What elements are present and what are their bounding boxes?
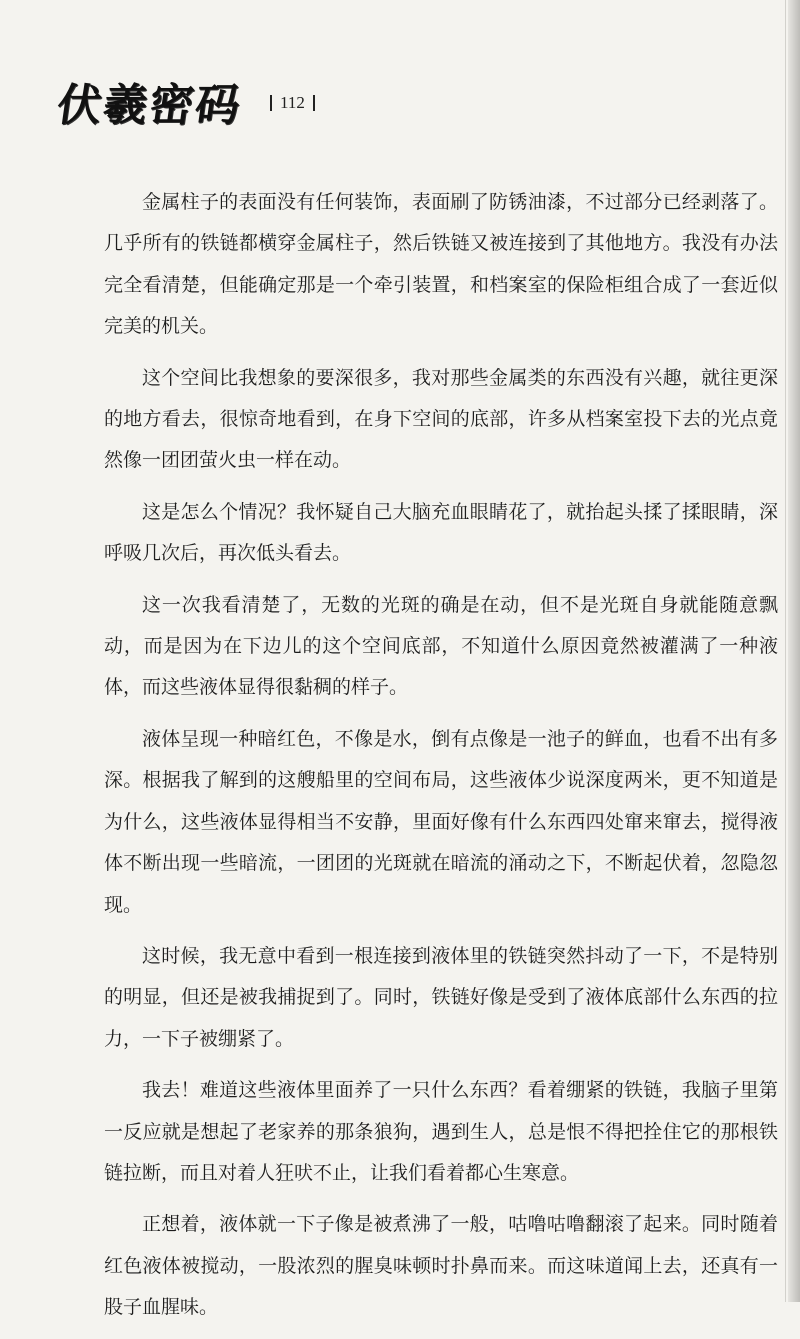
paragraph: 我去！难道这些液体里面养了一只什么东西？看着绷紧的铁链，我脑子里第一反应就是想起了老家养的那条狼狗，遇到生人，总是恨不得把拴住它的那根铁链拉断，而且对着人狂吠不止，让我们看着都心生寒意。 [104, 1079, 778, 1184]
page-number: 112 [280, 93, 305, 112]
body-text [104, 182, 778, 1339]
paragraph: 这时候，我无意中看到一根连接到液体里的铁链突然抖动了一下，不是特别的明显，但还是被我捕捉到了。同时，铁链好像是受到了液体底部什么东西的拉力，一下子被绷紧了。 [104, 944, 778, 1050]
book-spine-shadow [788, 0, 800, 1302]
paragraph: 这个空间比我想象的要深很多，我对那些金属类的东西没有兴趣，就往更深的地方看去，很惊奇地看到，在身下空间的底部，许多从档案室投下去的光点竟然像一团团萤火虫一样在动。 [104, 366, 778, 472]
paragraph: 金属柱子的表面没有任何装饰，表面刷了防锈油漆，不过部分已经剥落了。几乎所有的铁链都横穿金属柱子，然后铁链又被连接到了其他地方。我没有办法完全看清楚，但能确定那是一个牵引装置，和档案室的保险柜组合成了一套近似完美的机关。 [104, 191, 778, 338]
book-title: 伏羲密码 [53, 80, 245, 131]
page-number-left-bar [270, 95, 272, 111]
page-header [53, 66, 315, 136]
page-number-box [270, 93, 315, 113]
paragraph: 这一次我看清楚了，无数的光斑的确是在动，但不是光斑自身就能随意飘动，而是因为在下边儿的这个空间底部，不知道什么原因竟然被灌满了一种液体，而这些液体显得很黏稠的样子。 [104, 593, 778, 699]
paragraph: 液体呈现一种暗红色，不像是水，倒有点像是一池子的鲜血，也看不出有多深。根据我了解到的这艘船里的空间布局，这些液体少说深度两米，更不知道是为什么，这些液体显得相当不安静，里面好像有什么东西四处窜来窜去，搅得液体不断出现一些暗流，一团团的光斑就在暗流的涌动之下，不断起伏着，忽隐忽现。 [104, 727, 778, 916]
paragraph: 这是怎么个情况？我怀疑自己大脑充血眼睛花了，就抬起头揉了揉眼睛，深呼吸几次后，再次低头看去。 [104, 500, 778, 565]
page-edge-line [785, 0, 786, 1302]
page-number-right-bar [313, 95, 315, 111]
paragraph: 正想着，液体就一下子像是被煮沸了一般，咕噜咕噜翻滚了起来。同时随着红色液体被搅动，一股浓烈的腥臭味顿时扑鼻而来。而这味道闻上去，还真有一股子血腥味。 [104, 1213, 778, 1319]
